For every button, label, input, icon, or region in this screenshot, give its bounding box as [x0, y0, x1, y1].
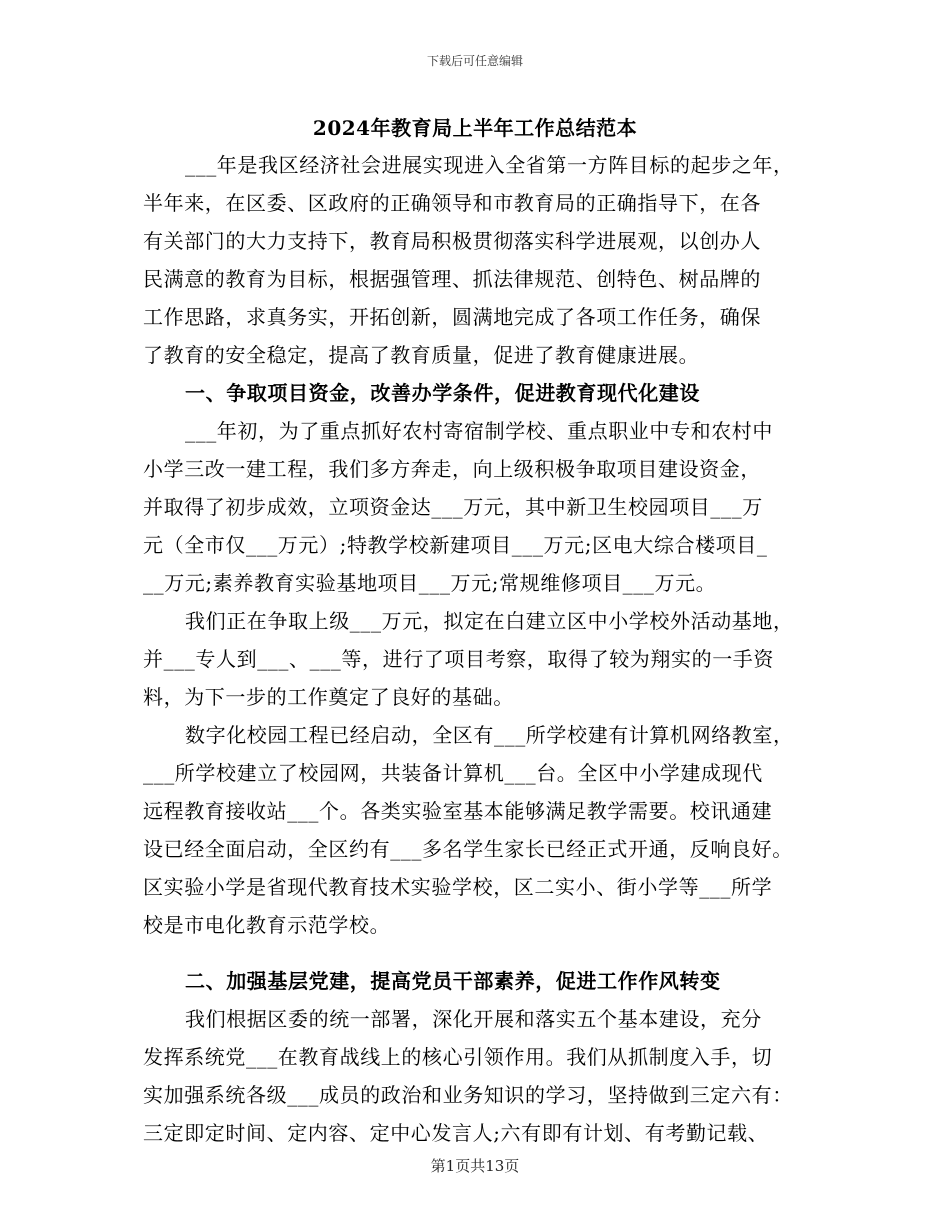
paragraph-line: 了教育的安全稳定，提高了教育质量，促进了教育健康进展。 [143, 343, 700, 367]
paragraph-line: 并___专人到___、___等，进行了项目考察，取得了较为翔实的一手资 [143, 647, 774, 671]
paragraph-line: 工作思路，求真务实，开拓创新，圆满地完成了各项工作任务，确保 [143, 305, 761, 329]
paragraph-line: 设已经全面启动，全区约有___多名学生家长已经正式开通，反响良好。 [143, 837, 793, 861]
paragraph-line: ___年初，为了重点抓好农村寄宿制学校、重点职业中专和农村中 [185, 419, 773, 443]
page-footer: 第1页共13页 [430, 1157, 520, 1175]
paragraph-line: 小学三改一建工程，我们多方奔走，向上级积极争取项目建设资金， [143, 457, 761, 481]
paragraph-line: ___年是我区经济社会进展实现进入全省第一方阵目标的起步之年， [185, 153, 794, 177]
paragraph-line: 元（全市仅___万元）;特教学校新建项目___万元;区电大综合楼项目_ [143, 533, 768, 557]
paragraph-line: 实加强系统各级___成员的政治和业务知识的学习，坚持做到三定六有： [143, 1083, 793, 1107]
paragraph-line: 发挥系统党___在教育战线上的核心引领作用。我们从抓制度入手，切 [143, 1045, 773, 1069]
paragraph-line: ___所学校建立了校园网，共装备计算机___台。全区中小学建成现代 [143, 761, 763, 785]
paragraph-line: 远程教育接收站___个。各类实验室基本能够满足教学需要。校讯通建 [143, 799, 773, 823]
page-header-note: 下载后可任意编辑 [426, 54, 523, 68]
paragraph-line: 民满意的教育为目标，根据强管理、抓法律规范、创特色、树品牌的 [143, 267, 761, 291]
document-body [143, 146, 823, 1152]
section-heading: 一、争取项目资金，改善办学条件，促进教育现代化建设 [185, 381, 700, 405]
paragraph-line: 数字化校园工程已经启动，全区有___所学校建有计算机网络教室， [185, 723, 794, 747]
paragraph-line: 料，为下一步的工作奠定了良好的基础。 [143, 685, 514, 709]
section-heading: 二、加强基层党建，提高党员干部素养，促进工作作风转变 [185, 969, 721, 993]
paragraph-line: 我们根据区委的统一部署，深化开展和落实五个基本建设，充分 [185, 1007, 762, 1031]
paragraph-line: 三定即定时间、定内容、定中心发言人;六有即有计划、有考勤记载、 [143, 1121, 769, 1145]
paragraph-line: 校是市电化教育示范学校。 [143, 913, 391, 937]
paragraph-line: 有关部门的大力支持下，教育局积极贯彻落实科学进展观，以创办人 [143, 229, 761, 253]
paragraph-line: 半年来，在区委、区政府的正确领导和市教育局的正确指导下，在各 [143, 191, 761, 215]
paragraph-spacer [143, 944, 823, 962]
document-title: 2024年教育局上半年工作总结范本 [312, 116, 638, 140]
paragraph-line: 并取得了初步成效，立项资金达___万元，其中新卫生校园项目___万 [143, 495, 763, 519]
paragraph-line: 我们正在争取上级___万元，拟定在白建立区中小学校外活动基地， [185, 609, 794, 633]
paragraph-line: 区实验小学是省现代教育技术实验学校，区二实小、街小学等___所学 [143, 875, 773, 899]
paragraph-line: __万元;素养教育实验基地项目___万元;常规维修项目___万元。 [143, 571, 717, 595]
